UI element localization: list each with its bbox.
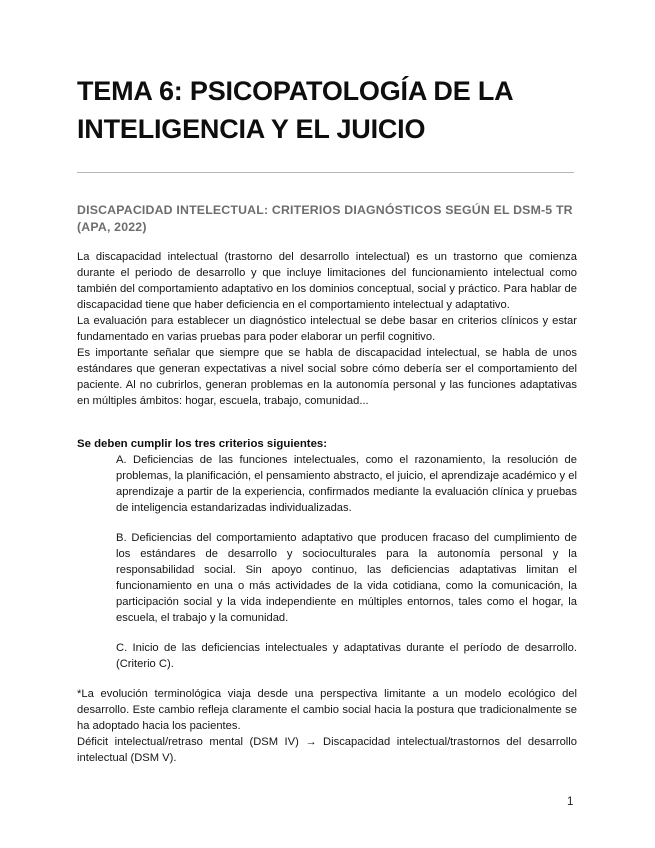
- intro-paragraph: La evaluación para establecer un diagnóstico intelectual se debe basar en criterios clínicos y estar fundamentado en varias pruebas para poder elaborar un perfil cognitivo.: [77, 315, 577, 343]
- page-number: 1: [567, 796, 574, 808]
- title-divider: [77, 172, 574, 173]
- criterion-a: A. Deficiencias de las funciones intelectuales, como el razonamiento, la resolución de problemas, la planificación, el pensamiento abstracto, el juicio, el aprendizaje académico y el aprendizaje a partir de la experiencia, confirmados mediante la evaluación clínica y pruebas de inteligencia estandarizadas individualizadas.: [116, 454, 577, 514]
- intro-section: [77, 249, 577, 409]
- intro-paragraph: La discapacidad intelectual (trastorno del desarrollo intelectual) es un trastorno que comienza durante el periodo de desarrollo y que incluye limitaciones del funcionamiento intelectual como también del comportamiento adaptativo en los dominios conceptual, social y práctico. Para hablar de discapacidad tiene que haber deficiencia en el comportamiento intelectual y adaptativo.: [77, 251, 577, 311]
- page-title: TEMA 6: PSICOPATOLOGÍA DE LA INTELIGENCIA Y EL JUICIO: [77, 76, 513, 144]
- note-paragraph: Déficit intelectual/retraso mental (DSM IV) → Discapacidad intelectual/trastornos del desarrollo intelectual (DSM V).: [77, 736, 577, 764]
- note-paragraph: *La evolución terminológica viaja desde una perspectiva limitante a un modelo ecológico del desarrollo. Este cambio refleja claramente el cambio social hacia la postura que tradicionalmente se ha adoptado hacia los pacientes.: [77, 688, 577, 732]
- criterion-b: B. Deficiencias del comportamiento adaptativo que producen fracaso del cumplimiento de los estándares de desarrollo y socioculturales para la autonomía personal y la responsabilidad social. Sin apoyo continuo, las deficiencias adaptativas limitan el funcionamiento en una o más actividades de la vida cotidiana, como la comunicación, la participación social y la vida independiente en múltiples entornos, tales como el hogar, la escuela, el trabajo y la comunidad.: [116, 532, 577, 624]
- section-subtitle: DISCAPACIDAD INTELECTUAL: CRITERIOS DIAGNÓSTICOS SEGÚN EL DSM-5 TR (APA, 2022): [77, 203, 573, 234]
- criteria-heading: Se deben cumplir los tres criterios siguientes:: [77, 438, 328, 450]
- note-section: [77, 686, 577, 766]
- intro-paragraph: Es importante señalar que siempre que se habla de discapacidad intelectual, se habla de unos estándares que generan expectativas a nivel social sobre cómo debería ser el comportamiento del paciente. Al no cubrirlos, generan problemas en la autonomía personal y las funciones adaptativas en múltiples ámbitos: hogar, escuela, trabajo, comunidad...: [77, 347, 577, 407]
- criterion-c: C. Inicio de las deficiencias intelectuales y adaptativas durante el período de desarrollo. (Criterio C).: [116, 642, 577, 670]
